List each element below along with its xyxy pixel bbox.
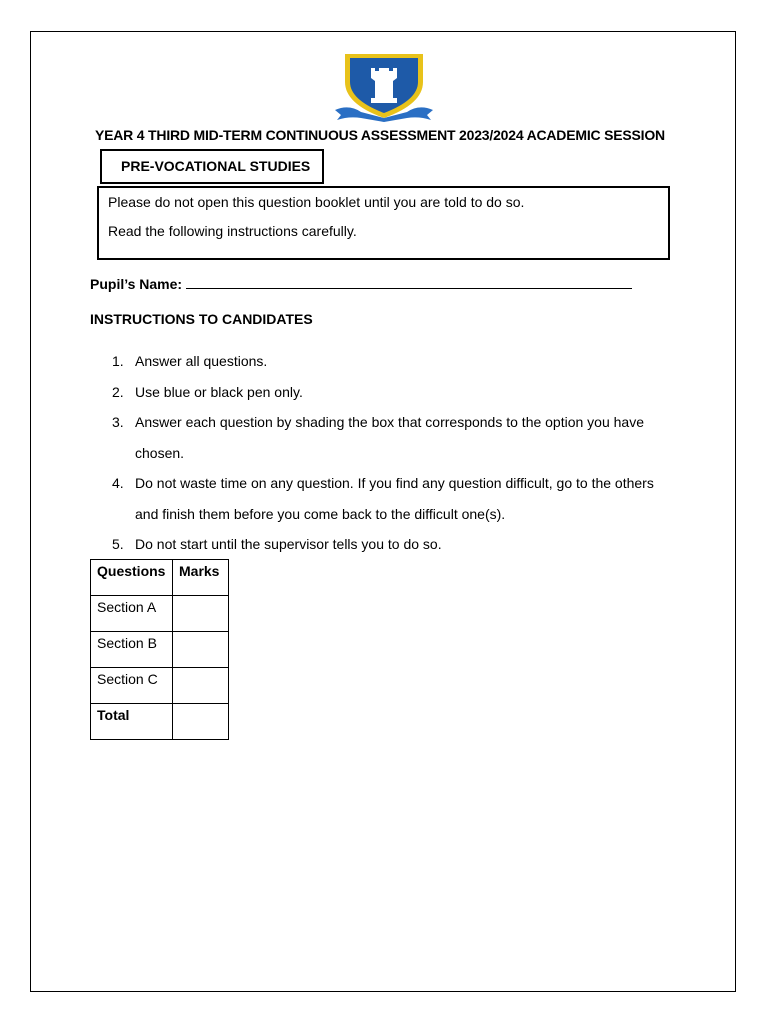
assessment-heading: YEAR 4 THIRD MID-TERM CONTINUOUS ASSESSMENT 2023/2024 ACADEMIC SESSION [95,127,665,143]
table-row [91,668,229,704]
instructions-list [112,346,672,560]
instructions-title: INSTRUCTIONS TO CANDIDATES [90,311,313,327]
notice-box [97,186,670,260]
marks-cell[interactable] [173,596,229,632]
school-crest-icon [331,52,437,124]
total-label: Total [91,704,173,740]
list-item: 4. Do not waste time on any question. If you find any question difficult, go to the others and finish them before you come back to the difficult one(s). [112,475,654,522]
section-label: Section B [91,632,173,668]
table-row [91,632,229,668]
notice-line: Please do not open this question booklet until you are told to do so. [108,194,525,210]
marks-cell[interactable] [173,632,229,668]
section-label: Section A [91,596,173,632]
marks-table [90,559,229,740]
table-header: Marks [173,560,229,596]
table-header-row [91,560,229,596]
list-item: 5. Do not start until the supervisor tells you to do so. [112,536,442,552]
notice-line: Read the following instructions carefully. [108,223,357,239]
table-row [91,704,229,740]
list-item: 3. Answer each question by shading the box that corresponds to the option you have chosen. [112,414,645,461]
list-item: 1. Answer all questions. [112,353,268,369]
marks-cell[interactable] [173,704,229,740]
list-item: 2. Use blue or black pen only. [112,383,303,400]
pupil-name-blank[interactable] [186,274,632,289]
pupil-name-label: Pupil’s Name: [90,276,183,292]
table-row [91,596,229,632]
pupil-name-field[interactable] [90,274,632,292]
subject-title: PRE-VOCATIONAL STUDIES [100,149,324,184]
marks-cell[interactable] [173,668,229,704]
section-label: Section C [91,668,173,704]
table-header: Questions [91,560,173,596]
